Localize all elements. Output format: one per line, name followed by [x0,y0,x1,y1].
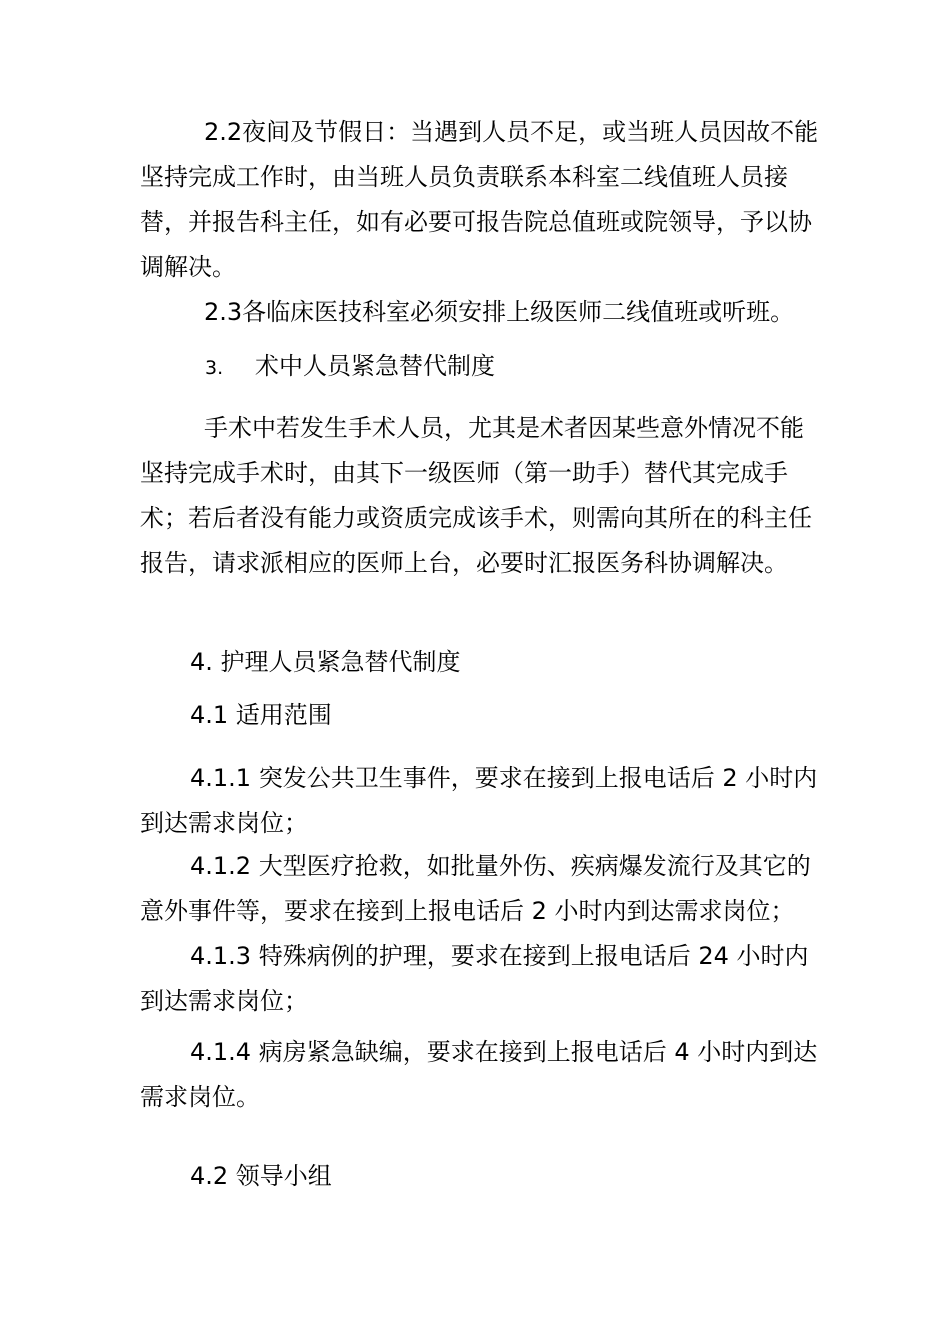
section-4-heading: 4. 护理人员紧急替代制度 [190,648,461,676]
paragraph-4-1-4: 4.1.4 病房紧急缺编，要求在接到上报电话后 4 小时内到达需求岗位。 [140,1038,818,1111]
paragraph-4-1-2: 4.1.2 大型医疗抢救，如批量外伤、疾病爆发流行及其它的意外事件等，要求在接到上报电话后 2 小时内到达需求岗位； [140,852,811,925]
paragraph-4-1-3: 4.1.3 特殊病例的护理，要求在接到上报电话后 24 小时内到达需求岗位； [140,942,809,1015]
paragraph-2-3: 2.3各临床医技科室必须安排上级医师二线值班或听班。 [204,298,795,326]
section-3-heading [205,344,495,391]
paragraph-4-1-1: 4.1.1 突发公共卫生事件，要求在接到上报电话后 2 小时内到达需求岗位； [140,764,818,837]
section-4-2-heading: 4.2 领导小组 [190,1162,332,1190]
section-3-number: 3. [205,357,224,379]
paragraph-3-body: 手术中若发生手术人员，尤其是术者因某些意外情况不能坚持完成手术时，由其下一级医师（第一助手）替代其完成手术；若后者没有能力或资质完成该手术，则需向其所在的科主任报告，请求派相应的医师上台，必要时汇报医务科协调解决。 [140,414,812,577]
section-3-title: 术中人员紧急替代制度 [255,352,495,380]
paragraph-2-2: 2.2夜间及节假日：当遇到人员不足，或当班人员因故不能坚持完成工作时，由当班人员负责联系本科室二线值班人员接替，并报告科主任，如有必要可报告院总值班或院领导，予以协调解决。 [140,118,819,281]
section-4-1-heading: 4.1 适用范围 [190,701,332,729]
